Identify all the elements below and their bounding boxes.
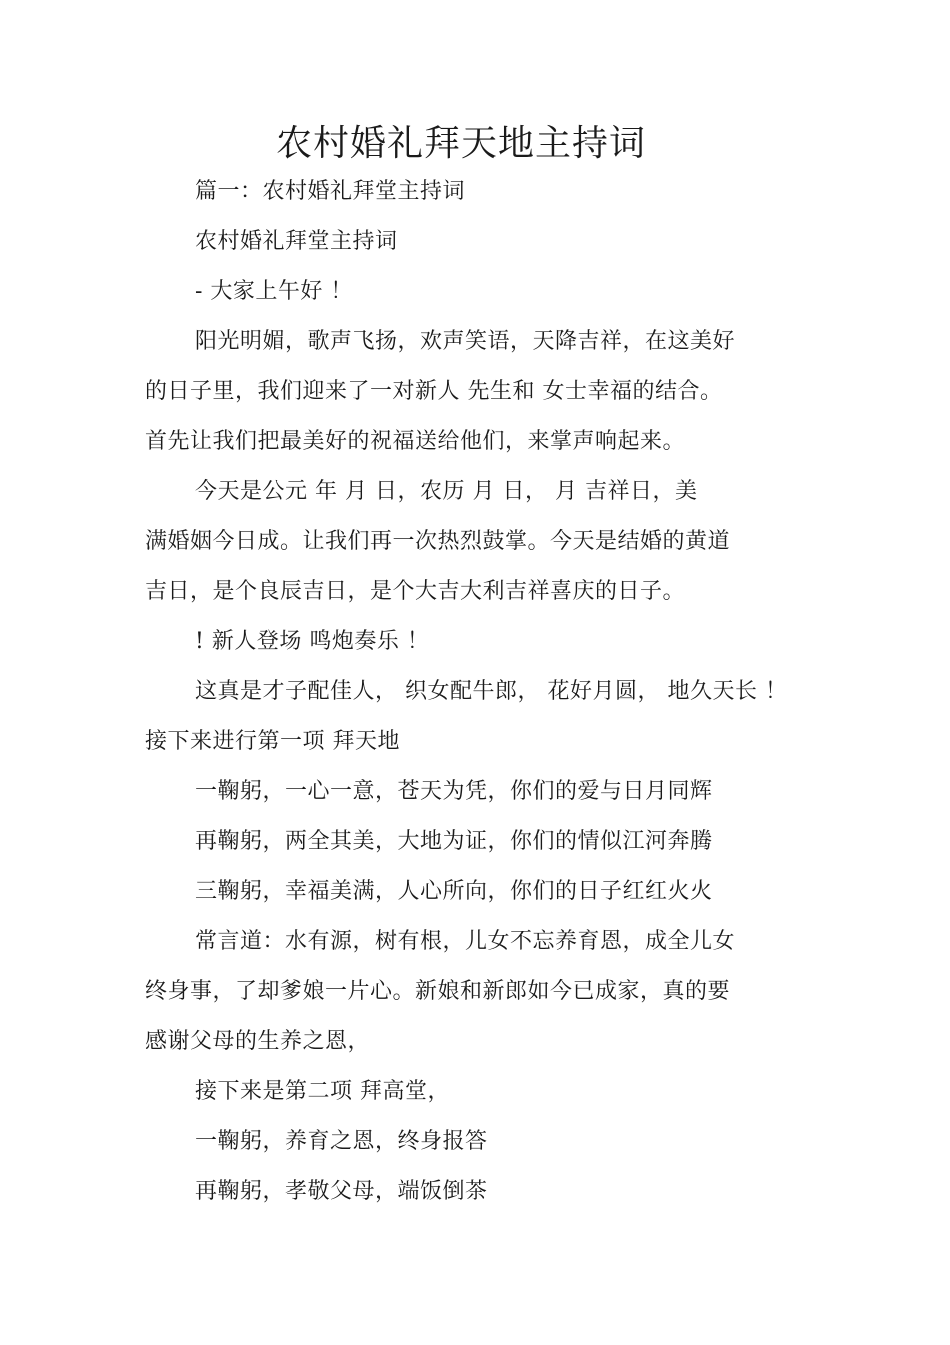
paragraph-line: 农村婚礼拜堂主持词: [195, 229, 398, 254]
document-title: 农村婚礼拜天地主持词: [275, 123, 646, 164]
paragraph-line: 吉日，是个良辰吉日，是个大吉大利吉祥喜庆的日子。: [145, 579, 686, 604]
paragraph-line: 三鞠躬，幸福美满，人心所向，你们的日子红红火火: [195, 879, 713, 904]
paragraph-line: 首先让我们把最美好的祝福送给他们，来掌声响起来。: [145, 429, 686, 454]
paragraph-line: 再鞠躬，两全其美，大地为证，你们的情似江河奔腾: [195, 829, 713, 854]
paragraph-line: 满婚姻今日成。让我们再一次热烈鼓掌。今天是结婚的黄道: [145, 529, 731, 554]
paragraph-line: 阳光明媚，歌声飞扬，欢声笑语，天降吉祥，在这美好: [195, 329, 736, 354]
paragraph-line: 的日子里，我们迎来了一对新人 先生和 女士幸福的结合。: [145, 379, 723, 404]
paragraph-line: 再鞠躬，孝敬父母，端饭倒茶: [195, 1179, 488, 1204]
paragraph-line: 一鞠躬，一心一意，苍天为凭，你们的爱与日月同辉: [195, 779, 713, 804]
section-heading: 篇一：农村婚礼拜堂主持词: [195, 179, 466, 204]
paragraph-line: 这真是才子配佳人， 织女配牛郎， 花好月圆， 地久天长 ！: [195, 679, 788, 704]
paragraph-line: 感谢父母的生养之恩，: [145, 1029, 371, 1054]
paragraph-line: ! 新人登场 鸣炮奏乐 ！: [195, 629, 430, 654]
paragraph-line: 终身事，了却爹娘一片心。新娘和新郎如今已成家，真的要: [145, 979, 731, 1004]
paragraph-line: - 大家上午好 ！: [195, 279, 353, 304]
paragraph-line: 接下来是第二项 拜高堂，: [195, 1079, 450, 1104]
paragraph-line: 常言道：水有源，树有根，儿女不忘养育恩，成全儿女: [195, 929, 736, 954]
paragraph-line: 今天是公元 年 月 日，农历 月 日， 月 吉祥日，美: [195, 479, 698, 504]
paragraph-line: 接下来进行第一项 拜天地: [145, 729, 400, 754]
paragraph-line: 一鞠躬，养育之恩，终身报答: [195, 1129, 488, 1154]
